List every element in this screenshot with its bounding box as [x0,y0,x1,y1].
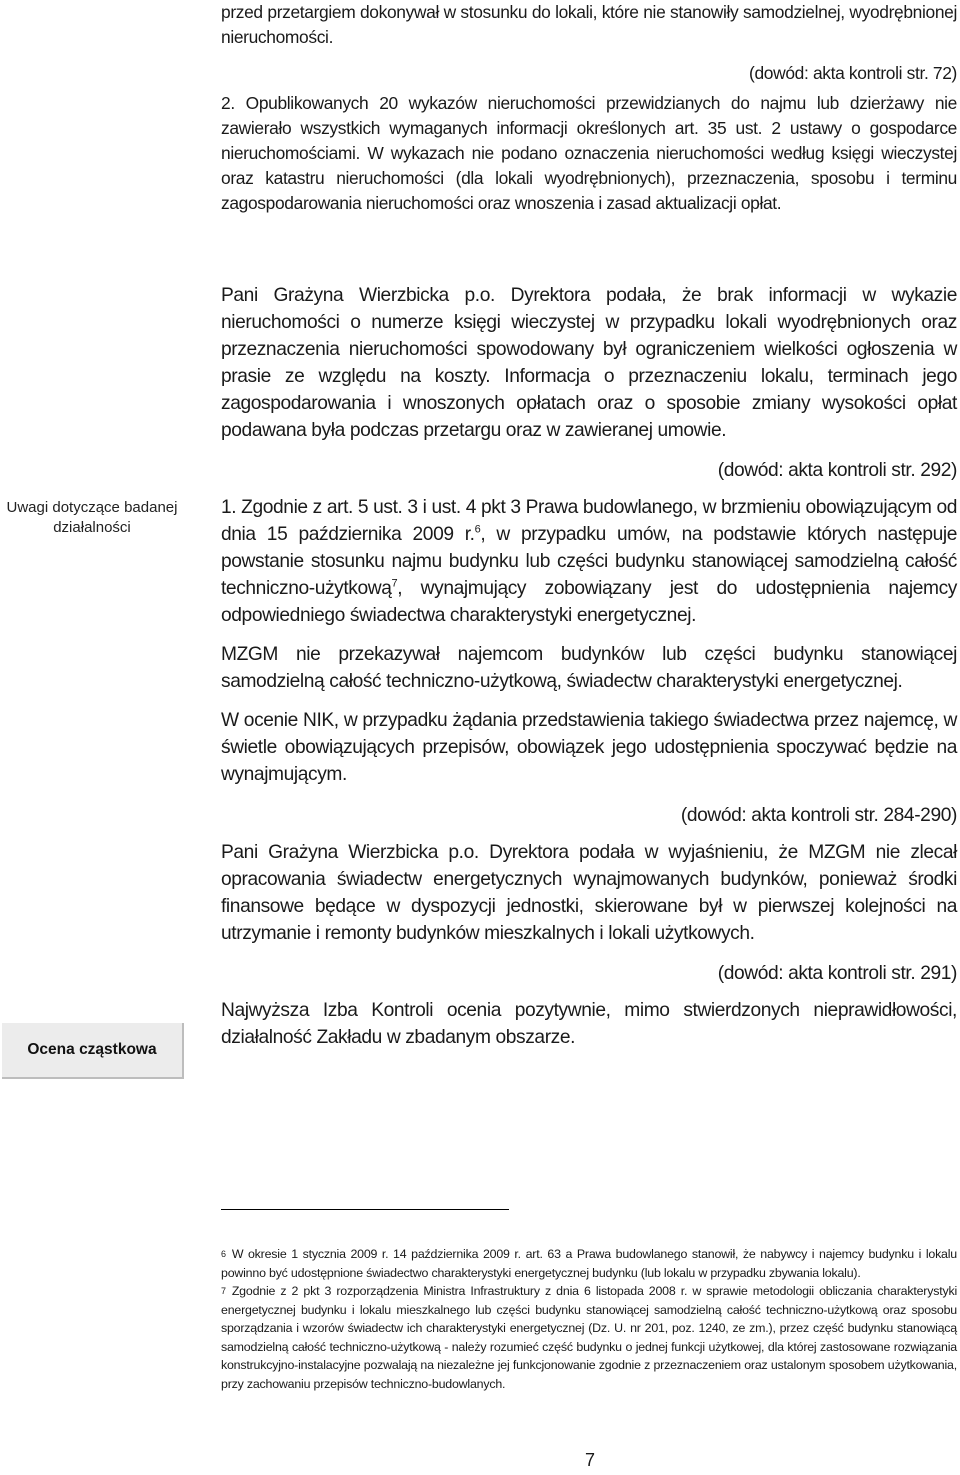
footnote-separator [221,1209,509,1210]
paragraph-3-part-b: , w przypadku umów, na podstawie których następuje powstanie stosunku najmu budynku lub części budynku stanowiącej samodzielną całość techniczno-użytkową [221,524,957,599]
main-content [221,0,957,216]
score-label: Ocena cząstkowa [27,1041,157,1058]
sidebar-note-label: Uwagi dotyczące badanej działalności [6,499,178,536]
page-number: 7 [584,1450,595,1470]
footnote-number: 6 [221,1249,226,1259]
footnote-ref-6[interactable]: 6 [474,523,481,536]
paragraph-4: MZGM nie przekazywał najemcom budynków lub części budynku stanowiącej samodzielną całość techniczno-użytkową, świadectw charakterystyki energetycznej. [221,644,957,692]
paragraph-0: przed przetargiem dokonywał w stosunku do lokali, które nie stanowiły samodzielnej, wyodrębnionej nieruchomości. [221,2,957,47]
main-content-2 [221,282,957,1051]
paragraph-7: Najwyższa Izba Kontroli ocenia pozytywnie, mimo stwierdzonych nieprawidłowości, działalność Zakładu w zbadanym obszarze. [221,1000,957,1048]
paragraph-3-part-c: , wynajmujący zobowiązany jest do udostępnienia najemcy odpowiedniego świadectwa charakterystyki energetycznej. [221,578,957,626]
footnote-text: Zgodnie z 2 pkt 3 rozporządzenia Ministra Infrastruktury z dnia 6 listopada 2008 r. w sprawie metodologii obliczania charakterystyki energetycznej budynku i lokalu mieszkalnego lub części budynku stanowiącej samodzielną całość techniczno-użytkową oraz sposobu sporządzania i wzorów świadectw ich charakterystyki energetycznej (Dz. U. nr 201, poz. 1240, ze zm.), przez część budynku stanowiącą samodzielną całość techniczno-użytkową - należy rozumieć część budynku o jednej funkcji użytkowej, dla której zastosowane rozwiązania konstrukcyjno-instalacyjne pozwalają na niezależne jej funkcjonowanie zgodnie z przeznaczeniem oraz ustalonym sposobem użytkowania, przy zachowaniu przepisów techniczno-budowlanych. [221,1284,957,1391]
footnote-6 [221,1245,957,1282]
paragraph-1: 2. Opublikowanych 20 wykazów nieruchomości przewidzianych do najmu lub dzierżawy nie zawierało wszystkich wymaganych informacji określonych art. 35 ust. 2 ustawy o gospodarce nieruchomościami. W wykazach nie podano oznaczenia nieruchomości według księgi wieczystej oraz katastru nieruchomości (dla lokali wyodrębnionych), przeznaczenia, sposobu i terminu zagospodarowania nieruchomości oraz wnoszenia i zasad aktualizacji opłat. [221,93,957,213]
footnotes [221,1245,957,1393]
paragraph-2: Pani Grażyna Wierzbicka p.o. Dyrektora podała, że brak informacji w wykazie nieruchomości o numerze księgi wieczystej w przypadku lokali wyodrębnionych oraz przeznaczenia nieruchomości spowodowany był ograniczeniem wielkości ogłoszenia w prasie ze względu na koszty. Informacja o przeznaczeniu lokalu, terminach jego zagospodarowania i wnoszonych opłatach oraz o sposobie zmiany wysokości opłat podawana była podczas przetargu oraz w zawieranej umowie. [221,285,957,441]
paragraph-5: W ocenie NIK, w przypadku żądania przedstawienia takiego świadectwa przez najemcę, w świetle obowiązujących przepisów, obowiązek jego udostępnienia spoczywać będzie na wynajmującym. [221,710,957,785]
footnote-number: 7 [221,1286,226,1296]
footnote-text: W okresie 1 stycznia 2009 r. 14 października 2009 r. art. 63 a Prawa budowlanego stanowił, że nabywcy i najemcy budynku i lokalu powinno być udostępnione świadectwo charakterystyki energetycznej budynku (lub lokalu w przypadku zbywania lokalu). [221,1247,957,1280]
proof-2: (dowód: akta kontroli str. 292) [717,460,957,481]
paragraph-3 [221,494,957,629]
score-label-box [2,1023,184,1079]
proof-0: (dowód: akta kontroli str. 72) [749,63,957,83]
proof-6: (dowód: akta kontroli str. 291) [717,963,957,984]
footnote-ref-7[interactable]: 7 [391,577,398,590]
paragraph-6: Pani Grażyna Wierzbicka p.o. Dyrektora podała w wyjaśnieniu, że MZGM nie zlecał opracowania świadectw energetycznych wynajmowanych budynków, ponieważ środki finansowe będące w dyspozycji jednostki, skierowane był w pierwszej kolejności na utrzymanie i remonty budynków mieszkalnych i lokali użytkowych. [221,842,957,944]
footnote-7 [221,1282,957,1393]
proof-5: (dowód: akta kontroli str. 284-290) [680,805,957,826]
paragraph-3-part-a: 1. Zgodnie z art. 5 ust. 3 i ust. 4 pkt 3 Prawa budowlanego, w brzmieniu obowiązującym od dnia 15 października 2009 r. [221,497,957,545]
